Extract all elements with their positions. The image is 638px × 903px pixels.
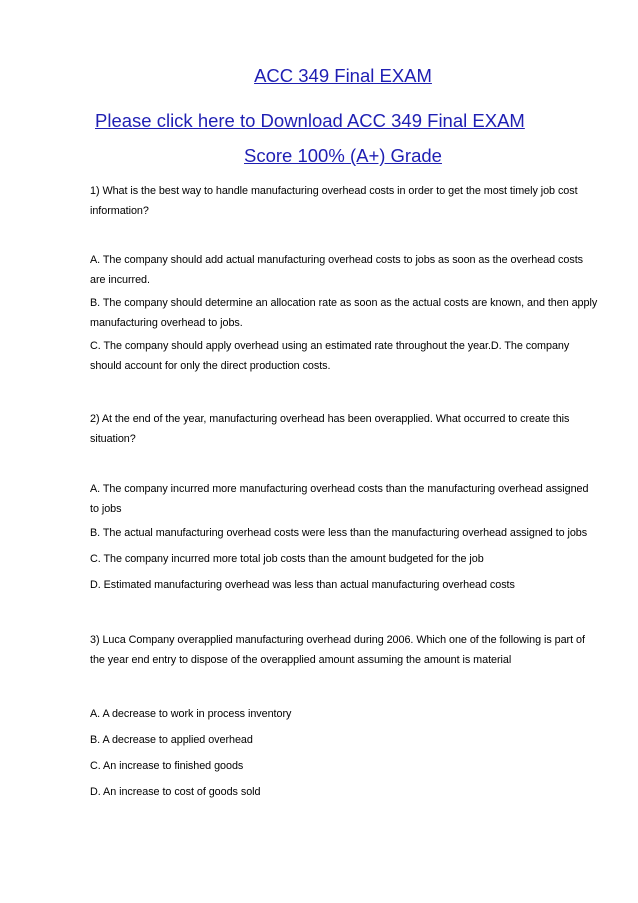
question-2-option-d: D. Estimated manufacturing overhead was less than actual manufacturing overhead costs — [90, 579, 515, 591]
question-2-option-c: C. The company incurred more total job costs than the amount budgeted for the job — [90, 553, 484, 565]
question-3-text: 3) Luca Company overapplied manufacturing overhead during 2006. Which one of the following is part of the year end entry to dispose of the overapplied amount assuming the amount is material — [90, 634, 585, 666]
download-link-line1[interactable]: Please click here to Download ACC 349 Final EXAM — [95, 110, 525, 131]
question-3-option-c: C. An increase to finished goods — [90, 760, 244, 772]
exam-title-link[interactable]: ACC 349 Final EXAM — [254, 65, 432, 86]
download-link-line2[interactable]: Score 100% (A+) Grade — [244, 145, 442, 166]
question-1-option-b: B. The company should determine an allocation rate as soon as the actual costs are known, and then apply manufacturing overhead to jobs. — [90, 297, 598, 329]
question-2-option-b: B. The actual manufacturing overhead costs were less than the manufacturing overhead assigned to jobs — [90, 527, 588, 539]
question-2-text: 2) At the end of the year, manufacturing overhead has been overapplied. What occurred to create this situation? — [90, 413, 570, 445]
question-1-text: 1) What is the best way to handle manufacturing overhead costs in order to get the most timely job cost information? — [90, 185, 578, 217]
question-3-option-a: A. A decrease to work in process inventory — [90, 708, 292, 720]
question-3-option-d: D. An increase to cost of goods sold — [90, 786, 261, 798]
question-1-option-a: A. The company should add actual manufacturing overhead costs to jobs as soon as the overhead costs are incurred. — [90, 254, 584, 286]
question-2-option-a: A. The company incurred more manufacturing overhead costs than the manufacturing overhead assigned to jobs — [90, 483, 589, 515]
question-3-option-b: B. A decrease to applied overhead — [90, 734, 253, 746]
question-1-option-c: C. The company should apply overhead using an estimated rate throughout the year.D. The company should account for only the direct production costs. — [90, 340, 570, 372]
